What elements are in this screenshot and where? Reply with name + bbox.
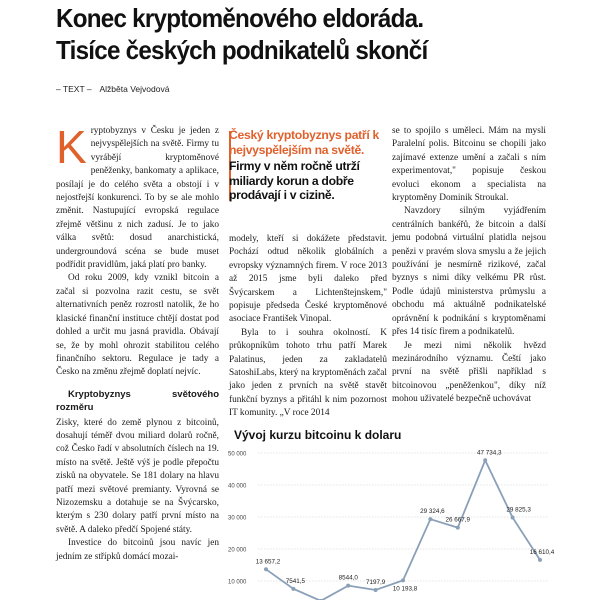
headline bbox=[56, 2, 549, 66]
headline-line-2: Tisíce českých podnikatelů skončí bbox=[56, 35, 428, 65]
data-point bbox=[456, 526, 460, 530]
data-point bbox=[401, 578, 405, 582]
paragraph: Investice do bitcoinů jsou navíc jen jedním ze střípků domácí mozai- bbox=[56, 538, 219, 562]
data-label: 47 734,3 bbox=[476, 449, 502, 457]
y-tick-label: 50 000 bbox=[228, 451, 247, 458]
byline bbox=[56, 84, 169, 94]
data-label: 8544,0 bbox=[338, 574, 358, 582]
y-tick-label: 30 000 bbox=[228, 515, 247, 522]
data-point bbox=[346, 584, 350, 588]
data-label: 29 825,3 bbox=[506, 506, 531, 514]
article-column-3 bbox=[392, 125, 546, 407]
data-label: 10 193,8 bbox=[392, 585, 418, 593]
data-point bbox=[511, 516, 515, 520]
data-label: 16 610,4 bbox=[529, 548, 555, 556]
data-label: 13 657,2 bbox=[255, 558, 281, 566]
bitcoin-price-chart bbox=[226, 442, 556, 600]
data-point bbox=[291, 587, 295, 591]
pull-quote-text: Firmy v něm ročně utrží miliardy korun a dobře prodávají i v cizině. bbox=[229, 159, 360, 203]
data-label: 26 667,9 bbox=[445, 516, 471, 524]
paragraph: Od roku 2009, kdy vznikl bitcoin a začal si pozvolna razit cestu, se svět alternativních peněz rozrostl natolik, že ho klasické finanční instituce chtějí dostat pod dohled a určit mu jasná pravidla. Obávají se, že by mohl ohrozit stabilitou celého finančního sektoru. Regulace je tady a Česko na změnu zřejmě doplatí nejvíc. bbox=[56, 273, 219, 378]
byline-label: – TEXT – bbox=[56, 84, 92, 94]
paragraph: Zisky, které do země plynou z bitcoinů, dosahují téměř dvou miliard dolarů ročně, což Česko řadí v absolutních číslech na 19. místo na světě. Ještě výš je podle přepočtu zisků na obyvatele. Se 181 dolary na hlavu patří mezi světové premianty. Vyrovná se Nizozemsku a dotahuje se na Švýcarsko, kterým s 230 dolary patří první místo na světě. A daleko předčí Spojené státy. bbox=[56, 417, 219, 535]
data-label: 29 324,6 bbox=[420, 508, 445, 516]
y-tick-label: 20 000 bbox=[228, 547, 247, 554]
paragraph-text: ryptobyznys v Česku je jeden z nejvyspělejších na světě. Firmy tu vyrábějí kryptoměnové peněženky, bankomaty a aplikace, posílají je do celého světa a obstojí i v nejostřejší konkurenci. To by se ale mohlo změnit. Nastupující evropská regulace zřejmě většinu z nich zadusí. Je to jako válka světů: dosud anarchistická, undergroundová scéna se bude muset podřídit pravidlům, jaká platí pro banky. bbox=[56, 126, 219, 271]
paragraph: modely, kteří si dokážete představit. Pochází odtud několik globálních a evropsky významných firem. V roce 2013 až 2015 jsme byli daleko před Švýcarskem a Lichtenštejnskem," popisuje předseda České kryptoměnové asociace František Vinopal. bbox=[229, 234, 387, 325]
headline-line-1: Konec kryptoměnového eldoráda. bbox=[56, 3, 424, 33]
pull-quote bbox=[229, 128, 387, 203]
data-label: 7541,5 bbox=[285, 577, 306, 585]
paragraph: Navzdory silným vyjádřením centrálních bankéřů, že bitcoin a další jemu podobná virtuální platidla nejsou penězi v pravém slova smyslu a že jejich používání je nesmírně rizikové, začal byznys s nimi díky velkému PR růst. Podle údajů ministerstva průmyslu a obchodu má aktuálně podnikatelské oprávnění k podnikání s kryptoměnami přes 14 tisíc firem a podnikatelů. bbox=[392, 206, 546, 338]
data-point bbox=[538, 558, 542, 562]
chart-title: Vývoj kurzu bitcoinu k dolaru bbox=[234, 428, 402, 442]
section-subhead: Kryptobyznys světového rozměru bbox=[56, 388, 219, 414]
paragraph: Byla to i souhra okolností. K průkopníkům tohoto trhu patří Marek Palatinus, jeden za zakladatelů SatoshiLabs, který na kryptoměnách začal jako jeden z prvních na světě stavět funkční byznys a přitáhl k nim pozornost IT komunity. „V roce 2014 bbox=[229, 327, 387, 419]
data-label: 7197,9 bbox=[365, 578, 386, 586]
pull-quote-highlight: Český kryptobyznys patří k nejvyspělejším na světě. bbox=[229, 128, 380, 157]
article-column-1 bbox=[56, 121, 219, 564]
y-tick-label: 40 000 bbox=[228, 483, 247, 490]
data-point bbox=[428, 517, 432, 521]
paragraph: se to spojilo s uměleci. Mám na mysli Paralelní polis. Bitcoinu se chopili jako zajímavé extenze umění a začali s ním experimentovat," popisuje českou evoluci ekonom a specialista na kryptoměny Dominik Stroukal. bbox=[392, 126, 546, 204]
paragraph bbox=[56, 121, 219, 272]
data-point bbox=[264, 567, 268, 571]
data-point bbox=[483, 458, 487, 462]
drop-cap: K bbox=[56, 121, 87, 173]
paragraph: Je mezi nimi několik hvězd mezinárodního významu. Čeští jako první na světě přišli například s bitcoinovou „peněženkou", díky níž mohou uživatelé bezpečně uchovávat bbox=[392, 340, 546, 405]
article-column-2 bbox=[229, 233, 387, 421]
data-point bbox=[374, 588, 378, 592]
byline-author: Alžběta Vejvodová bbox=[99, 84, 170, 94]
y-tick-label: 10 000 bbox=[228, 579, 247, 586]
